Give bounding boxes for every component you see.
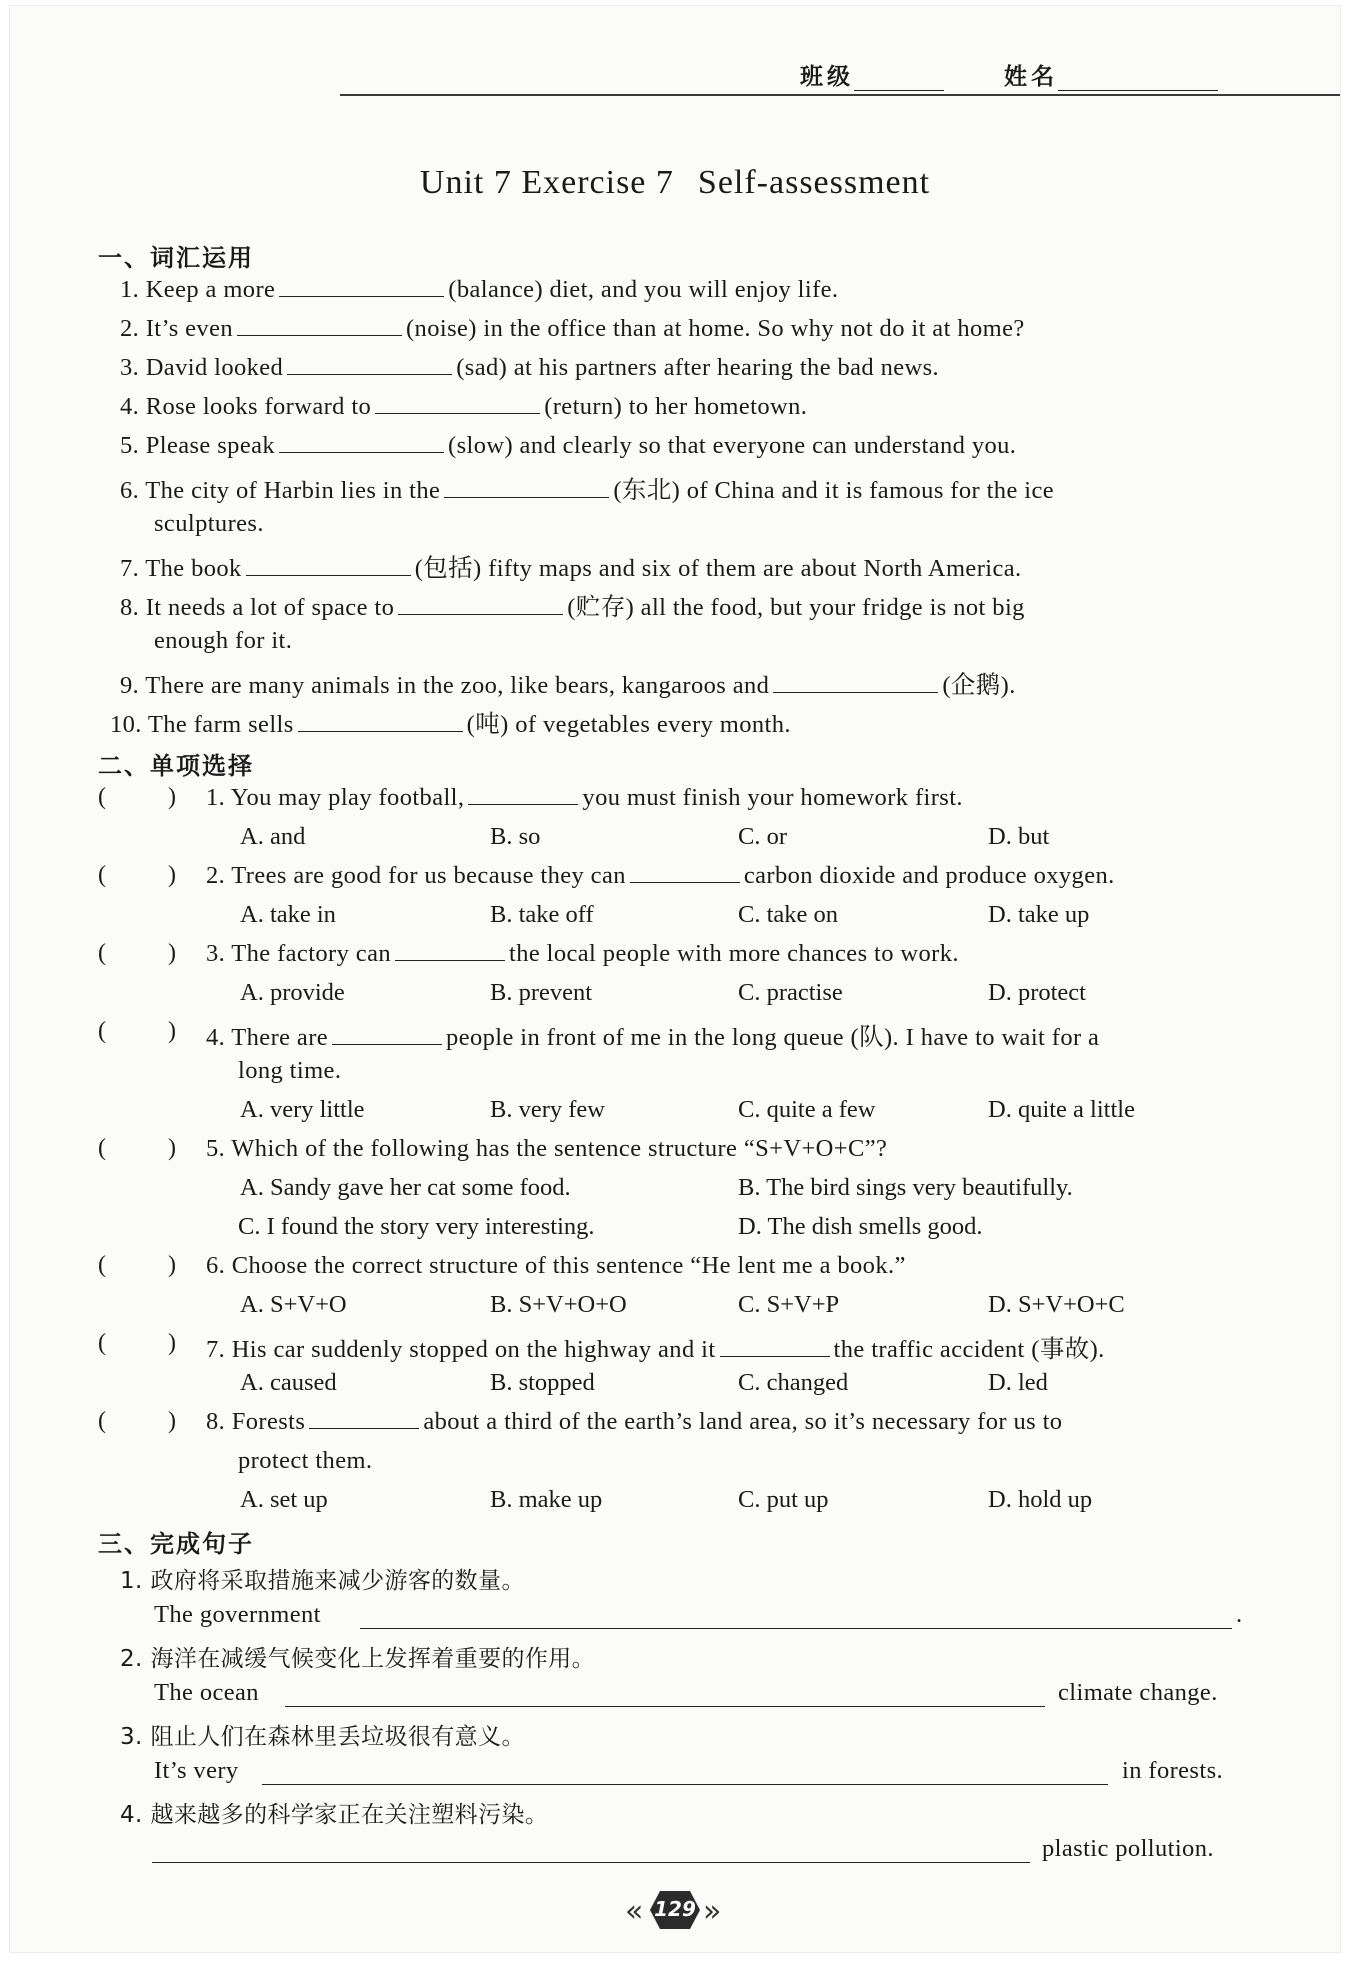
vocab-item-8-continued: enough for it. <box>154 627 293 654</box>
answer-bracket[interactable]: ( ) <box>98 1408 176 1434</box>
sentence-end-1: . <box>1236 1601 1243 1628</box>
vocab-item-2: 2. It’s even (noise) in the office than at home. So why not do it at home? <box>120 315 1025 342</box>
option-c[interactable]: C. quite a few <box>738 1096 876 1123</box>
option-a[interactable]: A. set up <box>240 1486 328 1513</box>
sentence-start-3: It’s very <box>154 1757 239 1784</box>
option-c[interactable]: C. changed <box>738 1369 849 1396</box>
option-b[interactable]: B. S+V+O+O <box>490 1291 627 1318</box>
option-c[interactable]: C. take on <box>738 901 839 928</box>
option-d[interactable]: D. led <box>988 1369 1048 1396</box>
answer-blank <box>332 1026 442 1045</box>
option-b[interactable]: B. take off <box>490 901 594 928</box>
mc-question-6: 6. Choose the correct structure of this sentence “He lent me a book.” <box>206 1252 906 1279</box>
mc-question-4: 4. There are people in front of me in the long queue (队). I have to wait for a <box>206 1024 1100 1051</box>
mc-question-3: 3. The factory can the local people with more chances to work. <box>206 940 959 967</box>
sentence-answer-line-4[interactable] <box>152 1862 1030 1863</box>
vocab-item-3: 3. David looked (sad) at his partners after hearing the bad news. <box>120 354 940 381</box>
answer-blank[interactable] <box>237 317 402 336</box>
sentence-answer-line-1[interactable] <box>360 1628 1232 1629</box>
answer-bracket[interactable]: ( ) <box>98 940 176 966</box>
option-d[interactable]: D. protect <box>988 979 1086 1006</box>
vocab-item-10: 10. The farm sells (吨) of vegetables every month. <box>110 711 791 738</box>
option-c[interactable]: C. or <box>738 823 787 850</box>
option-a[interactable]: A. S+V+O <box>240 1291 347 1318</box>
sentence-prompt-2: 2. 海洋在减缓气候变化上发挥着重要的作用。 <box>120 1646 596 1672</box>
vocab-item-9: 9. There are many animals in the zoo, like bears, kangaroos and (企鹅). <box>120 672 1016 699</box>
option-c[interactable]: C. put up <box>738 1486 829 1513</box>
sentence-prompt-4: 4. 越来越多的科学家正在关注塑料污染。 <box>120 1802 549 1828</box>
double-chevron-right-icon: » <box>703 1894 722 1929</box>
answer-bracket[interactable]: ( ) <box>98 1252 176 1278</box>
answer-blank[interactable] <box>298 713 463 732</box>
answer-bracket[interactable]: ( ) <box>98 1018 176 1044</box>
mc-question-5: 5. Which of the following has the sentence structure “S+V+O+C”? <box>206 1135 888 1162</box>
option-d[interactable]: D. take up <box>988 901 1090 928</box>
option-b[interactable]: B. The bird sings very beautifully. <box>738 1174 1073 1201</box>
mc-question-4-continued: long time. <box>238 1057 342 1084</box>
sentence-prompt-3: 3. 阻止人们在森林里丢垃圾很有意义。 <box>120 1724 525 1750</box>
vocab-item-6-continued: sculptures. <box>154 510 264 537</box>
class-field[interactable] <box>854 66 944 91</box>
double-chevron-left-icon: « <box>625 1894 644 1929</box>
mc-question-8-continued: protect them. <box>238 1447 373 1474</box>
name-label: 姓名 <box>1004 63 1059 90</box>
mc-question-8: 8. Forests about a third of the earth’s land area, so it’s necessary for us to <box>206 1408 1063 1435</box>
option-a[interactable]: A. take in <box>240 901 336 928</box>
vocab-item-4: 4. Rose looks forward to (return) to her hometown. <box>120 393 808 420</box>
vocab-item-7: 7. The book (包括) fifty maps and six of them are about North America. <box>120 555 1022 582</box>
option-a[interactable]: A. Sandy gave her cat some food. <box>240 1174 571 1201</box>
option-d[interactable]: D. S+V+O+C <box>988 1291 1125 1318</box>
worksheet-page <box>10 6 1340 1952</box>
option-a[interactable]: A. provide <box>240 979 345 1006</box>
option-c[interactable]: C. S+V+P <box>738 1291 840 1318</box>
answer-bracket[interactable]: ( ) <box>98 862 176 888</box>
option-b[interactable]: B. stopped <box>490 1369 595 1396</box>
vocab-item-1: 1. Keep a more (balance) diet, and you will enjoy life. <box>120 276 839 303</box>
mc-question-7: 7. His car suddenly stopped on the highway and it the traffic accident (事故). <box>206 1336 1105 1363</box>
class-label: 班级 <box>800 63 854 90</box>
answer-blank <box>395 942 505 961</box>
section-multiple-choice-heading: 二、单项选择 <box>98 752 254 780</box>
answer-blank[interactable] <box>375 395 540 414</box>
answer-blank <box>309 1410 419 1429</box>
option-d[interactable]: D. The dish smells good. <box>738 1213 983 1240</box>
answer-blank <box>720 1338 830 1357</box>
sentence-start-1: The government <box>154 1601 321 1628</box>
sentence-end-3: in forests. <box>1122 1757 1224 1784</box>
page-number: « 129 » <box>625 1891 725 1931</box>
answer-blank[interactable] <box>287 356 452 375</box>
sentence-answer-line-2[interactable] <box>285 1706 1045 1707</box>
answer-bracket[interactable]: ( ) <box>98 1135 176 1161</box>
option-b[interactable]: B. make up <box>490 1486 603 1513</box>
answer-blank[interactable] <box>444 479 609 498</box>
option-d[interactable]: D. but <box>988 823 1050 850</box>
option-a[interactable]: A. caused <box>240 1369 337 1396</box>
option-b[interactable]: B. so <box>490 823 541 850</box>
answer-blank <box>630 864 740 883</box>
answer-bracket[interactable]: ( ) <box>98 1330 176 1356</box>
section-vocabulary-heading: 一、词汇运用 <box>98 244 254 272</box>
option-c[interactable]: C. practise <box>738 979 843 1006</box>
option-d[interactable]: D. hold up <box>988 1486 1093 1513</box>
title-unit: Unit 7 Exercise 7 <box>419 164 674 201</box>
page-title <box>10 164 1340 202</box>
option-a[interactable]: A. very little <box>240 1096 365 1123</box>
title-subtitle: Self-assessment <box>697 164 931 201</box>
option-b[interactable]: B. prevent <box>490 979 593 1006</box>
option-b[interactable]: B. very few <box>490 1096 605 1123</box>
answer-blank[interactable] <box>398 596 563 615</box>
sentence-end-4: plastic pollution. <box>1042 1835 1214 1862</box>
option-a[interactable]: A. and <box>240 823 306 850</box>
sentence-start-2: The ocean <box>154 1679 259 1706</box>
answer-blank <box>468 786 578 805</box>
answer-blank[interactable] <box>279 278 444 297</box>
header-rule <box>340 94 1340 96</box>
sentence-answer-line-3[interactable] <box>262 1784 1108 1785</box>
vocab-item-8: 8. It needs a lot of space to (贮存) all the food, but your fridge is not big <box>120 594 1025 621</box>
mc-question-2: 2. Trees are good for us because they can carbon dioxide and produce oxygen. <box>206 862 1115 889</box>
vocab-item-5: 5. Please speak (slow) and clearly so that everyone can understand you. <box>120 432 1017 459</box>
section-complete-sentences-heading: 三、完成句子 <box>98 1530 254 1558</box>
answer-blank[interactable] <box>773 674 938 693</box>
option-d[interactable]: D. quite a little <box>988 1096 1135 1123</box>
option-c[interactable]: C. I found the story very interesting. <box>238 1213 595 1240</box>
student-info-header <box>800 58 1218 91</box>
sentence-prompt-1: 1. 政府将采取措施来减少游客的数量。 <box>120 1568 525 1594</box>
answer-bracket[interactable]: ( ) <box>98 784 176 810</box>
mc-question-1: 1. You may play football, you must finish your homework first. <box>206 784 963 811</box>
vocab-item-6: 6. The city of Harbin lies in the (东北) of China and it is famous for the ice <box>120 477 1054 504</box>
name-field[interactable] <box>1058 66 1218 91</box>
answer-blank[interactable] <box>246 557 411 576</box>
sentence-end-2: climate change. <box>1058 1679 1218 1706</box>
answer-blank[interactable] <box>279 434 444 453</box>
